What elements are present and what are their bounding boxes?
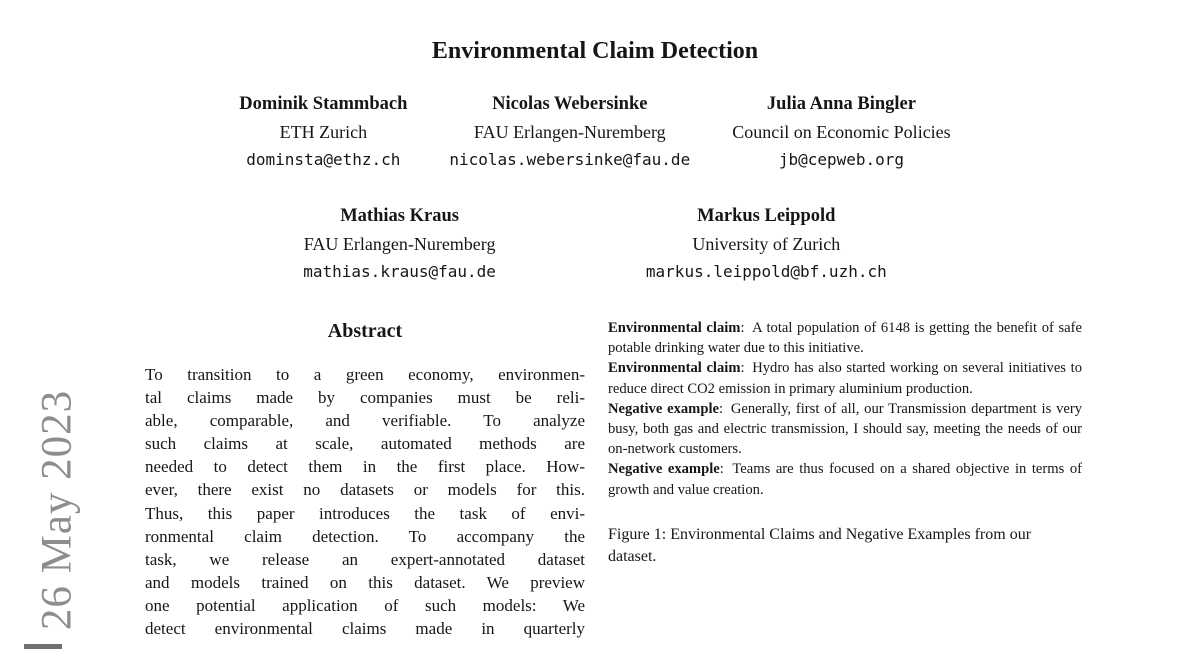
abstract-line: Thus, this paper introduces the task of envi- — [145, 503, 585, 523]
author-name: Mathias Kraus — [340, 206, 459, 226]
paper-title: Environmental Claim Detection — [431, 38, 759, 64]
abstract-line: task, we release an expert-annotated dataset — [145, 549, 585, 569]
example-label: Negative example — [608, 400, 719, 417]
author-name: Markus Leippold — [697, 206, 836, 226]
abstract-line: detect environmental claims made in quarterly — [145, 619, 585, 639]
author-affiliation: Council on Economic Policies — [732, 122, 951, 142]
author-email: jb@cepweb.org — [778, 150, 905, 169]
figure-example-2 — [608, 358, 1082, 398]
author-email: markus.leippold@bf.uzh.ch — [645, 262, 887, 281]
example-label: Environmental claim — [608, 320, 741, 336]
author-email: dominsta@ethz.ch — [246, 150, 401, 169]
abstract-line: one potential application of such models: We — [145, 595, 585, 615]
author-block-leippold — [646, 202, 887, 286]
example-text: Teams are thus focused on a shared objective in terms of growth and value creation. — [608, 461, 1083, 498]
abstract-line: ever, there exist no datasets or models for this. — [145, 480, 585, 500]
example-separator: : — [718, 400, 728, 417]
figure-1-section — [608, 318, 1082, 568]
abstract-heading: Abstract — [327, 320, 403, 342]
author-affiliation: University of Zurich — [692, 234, 841, 254]
example-separator: : — [740, 360, 750, 377]
example-label: Negative example — [608, 461, 720, 478]
example-separator: : — [740, 320, 750, 336]
watermark-cutoff-bar — [24, 644, 62, 649]
author-email: mathias.kraus@fau.de — [303, 262, 496, 281]
author-name: Nicolas Webersinke — [492, 94, 648, 114]
abstract-line: such claims at scale, automated methods are — [145, 434, 585, 454]
author-affiliation: ETH Zurich — [279, 122, 368, 142]
authors-row-1 — [0, 90, 1190, 174]
example-label: Environmental claim — [608, 360, 741, 377]
figure-example-3 — [608, 399, 1082, 460]
abstract-section — [145, 320, 585, 640]
arxiv-date-watermark: 26 May 2023 — [33, 389, 81, 631]
example-text: A total population of 6148 is getting the benefit of safe potable drinking water due to this initiative. — [608, 320, 1082, 357]
abstract-line: needed to detect them in the first place. How- — [145, 457, 585, 477]
author-block-stammbach — [239, 90, 407, 174]
author-affiliation: FAU Erlangen-Nuremberg — [473, 122, 666, 142]
figure-example-1 — [608, 318, 1082, 358]
abstract-line: able, comparable, and verifiable. To analyze — [145, 411, 585, 431]
figure-caption: Figure 1: Environmental Claims and Negative Examples from our dataset. — [608, 525, 1032, 565]
abstract-line: tal claims made by companies must be reli- — [145, 388, 585, 408]
abstract-line: and models trained on this dataset. We preview — [145, 572, 585, 592]
author-block-kraus — [303, 202, 496, 286]
example-text: Generally, first of all, our Transmission department is very busy, both gas and electric transmission, I should say, meeting the needs of our on-network customers. — [608, 400, 1083, 458]
figure-example-4 — [608, 459, 1082, 499]
abstract-line: ronmental claim detection. To accompany the — [145, 526, 585, 546]
authors-row-2 — [0, 202, 1190, 286]
abstract-line: To transition to a green economy, environmen- — [145, 365, 585, 384]
author-block-webersinke — [449, 90, 690, 174]
example-separator: : — [719, 461, 730, 478]
abstract-body — [145, 363, 585, 640]
author-name: Julia Anna Bingler — [766, 94, 916, 114]
author-name: Dominik Stammbach — [239, 94, 408, 114]
author-block-bingler — [732, 90, 950, 174]
example-text: Hydro has also started working on several initiatives to reduce direct CO2 emission in primary aluminium production. — [608, 360, 1082, 397]
author-affiliation: FAU Erlangen-Nuremberg — [303, 234, 496, 254]
author-email: nicolas.webersinke@fau.de — [449, 150, 691, 169]
